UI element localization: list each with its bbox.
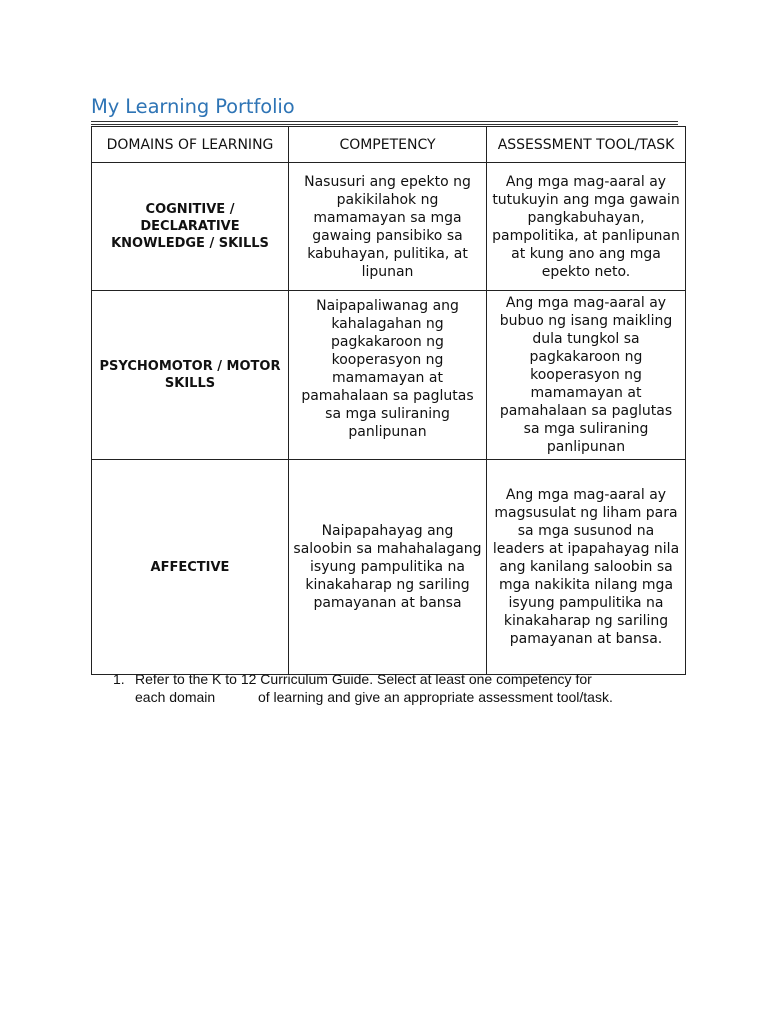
competency-cell: Naipapaliwanag ang kahalagahan ng pagkakaroon ng kooperasyon ng mamamayan at pamahalaan sa paglutas sa mga suliraning panlipunan bbox=[289, 291, 487, 460]
title-rule-bottom bbox=[91, 124, 678, 125]
competency-cell: Nasusuri ang epekto ng pakikilahok ng mamamayan sa mga gawaing pansibiko sa kabuhayan, pulitika, at lipunan bbox=[289, 163, 487, 291]
assessment-cell: Ang mga mag-aaral ay tutukuyin ang mga gawain pangkabuhayan, pampolitika, at panlipunan at kung ano ang mga epekto neto. bbox=[487, 163, 686, 291]
instruction-line-1 bbox=[113, 670, 693, 688]
domain-cell: PSYCHOMOTOR / MOTOR SKILLS bbox=[92, 291, 289, 460]
page-title: My Learning Portfolio bbox=[91, 95, 295, 118]
portfolio-table bbox=[91, 126, 686, 675]
title-rule-top bbox=[91, 121, 678, 122]
header-assessment: ASSESSMENT TOOL/TASK bbox=[487, 127, 686, 163]
header-domains: DOMAINS OF LEARNING bbox=[92, 127, 289, 163]
header-competency: COMPETENCY bbox=[289, 127, 487, 163]
domain-cell: COGNITIVE / DECLARATIVE KNOWLEDGE / SKILLS bbox=[92, 163, 289, 291]
table-row bbox=[92, 291, 686, 460]
assessment-cell: Ang mga mag-aaral ay magsusulat ng liham para sa mga susunod na leaders at ipapahayag nila ang kanilang saloobin sa mga nakikita nilang mga isyung pampulitika na kinakaharap ng sariling pamayanan at bansa. bbox=[487, 460, 686, 675]
competency-cell: Naipapahayag ang saloobin sa mahahalagang isyung pampulitika na kinakaharap ng sariling pamayanan at bansa bbox=[289, 460, 487, 675]
assessment-cell: Ang mga mag-aaral ay bubuo ng isang maikling dula tungkol sa pagkakaroon ng kooperasyon ng mamamayan at pamahalaan sa paglutas sa mga suliraning panlipunan bbox=[487, 291, 686, 460]
list-number: 1. bbox=[113, 671, 125, 687]
instruction-text-2: each domain of learning and give an appropriate assessment tool/task. bbox=[135, 689, 613, 705]
table-header-row bbox=[92, 127, 686, 163]
instruction-text-1: Refer to the K to 12 Curriculum Guide. Select at least one competency for bbox=[135, 671, 592, 687]
instruction-list-item bbox=[113, 670, 693, 706]
table-row bbox=[92, 163, 686, 291]
table-row bbox=[92, 460, 686, 675]
domain-cell: AFFECTIVE bbox=[92, 460, 289, 675]
